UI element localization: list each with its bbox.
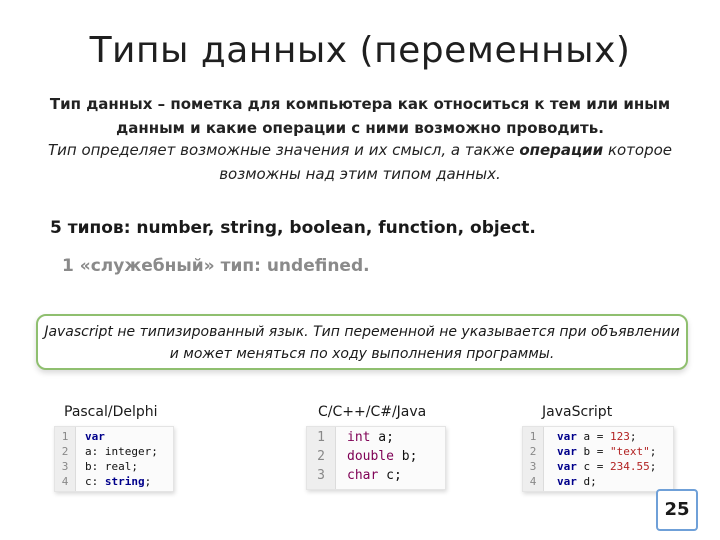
javascript-label: JavaScript <box>542 404 613 420</box>
code-text <box>347 430 394 445</box>
code-value: 234.55 <box>610 460 650 473</box>
c-family-label: C/C++/C#/Java <box>318 404 427 420</box>
types-list: 5 типов: number, string, boolean, function, object. <box>50 218 536 238</box>
slide-title: Типы данных (переменных) <box>89 30 631 71</box>
code-punct: ; <box>649 460 657 473</box>
code-line <box>55 460 173 474</box>
pascal-label: Pascal/Delphi <box>64 404 158 420</box>
code-ident: c; <box>378 468 402 483</box>
explanation-end: которое возможны над этим типом данных. <box>219 141 673 183</box>
note-box: Javascript не типизированный язык. Тип переменной не указывается при объявлении и может меняться по ходу выполнения программы. <box>36 314 688 370</box>
code-line <box>523 430 673 444</box>
line-number: 3 <box>61 460 69 473</box>
code-ident: c: <box>85 475 105 488</box>
line-number: 2 <box>61 445 69 458</box>
code-line <box>307 449 445 467</box>
code-line <box>523 475 673 489</box>
line-number: 2 <box>317 449 325 464</box>
code-punct: ; <box>629 430 637 443</box>
code-punct: ; <box>144 475 152 488</box>
code-value: "text" <box>610 445 650 458</box>
code-keyword: var <box>557 460 577 473</box>
line-number: 4 <box>61 475 69 488</box>
code-ident: a; <box>370 430 394 445</box>
code-text <box>557 475 597 488</box>
code-line <box>55 475 173 489</box>
code-keyword: var <box>557 445 577 458</box>
code-punct: ; <box>649 445 657 458</box>
code-ident: b = <box>576 445 610 458</box>
code-value: 123 <box>610 430 630 443</box>
js-code-block <box>522 426 674 492</box>
code-keyword: var <box>557 475 577 488</box>
code-keyword: int <box>347 430 371 445</box>
code-line <box>55 445 173 459</box>
line-number: 4 <box>529 475 537 488</box>
code-ident: d; <box>576 475 597 488</box>
line-number: 2 <box>529 445 537 458</box>
c-code-block <box>306 426 446 490</box>
code-ident: a = <box>576 430 610 443</box>
explanation-start: Тип определяет возможные значения и их смысл, а также <box>47 141 520 159</box>
explanation-text <box>40 138 680 186</box>
pascal-code-block <box>54 426 174 492</box>
code-line <box>55 430 173 444</box>
code-text <box>347 468 402 483</box>
line-number: 1 <box>61 430 69 443</box>
code-text: a: integer; <box>85 445 158 458</box>
code-text <box>85 475 151 488</box>
explanation-bold: операции <box>519 141 604 159</box>
line-number: 1 <box>317 430 325 445</box>
code-ident: b; <box>393 449 418 464</box>
definition-text: Тип данных – пометка для компьютера как относиться к тем или иным данным и какие операции с ними возможно проводить. <box>49 95 671 137</box>
code-text: b: real; <box>85 460 138 473</box>
code-keyword: double <box>347 449 394 464</box>
code-line <box>307 468 445 486</box>
code-text <box>347 449 417 464</box>
code-line <box>523 460 673 474</box>
line-number: 3 <box>317 468 325 483</box>
code-text <box>557 430 637 443</box>
code-text: var <box>85 430 105 443</box>
code-text <box>557 445 656 458</box>
code-keyword: string <box>104 475 145 488</box>
line-number: 3 <box>529 460 537 473</box>
code-ident: c = <box>576 460 610 473</box>
code-keyword: char <box>347 468 379 483</box>
code-keyword: var <box>557 430 577 443</box>
service-type-line: 1 «служебный» тип: undefined. <box>62 256 370 276</box>
page-number-badge: 25 <box>656 489 698 531</box>
line-number: 1 <box>529 430 537 443</box>
code-line <box>307 430 445 448</box>
code-line <box>523 445 673 459</box>
code-text <box>557 460 656 473</box>
